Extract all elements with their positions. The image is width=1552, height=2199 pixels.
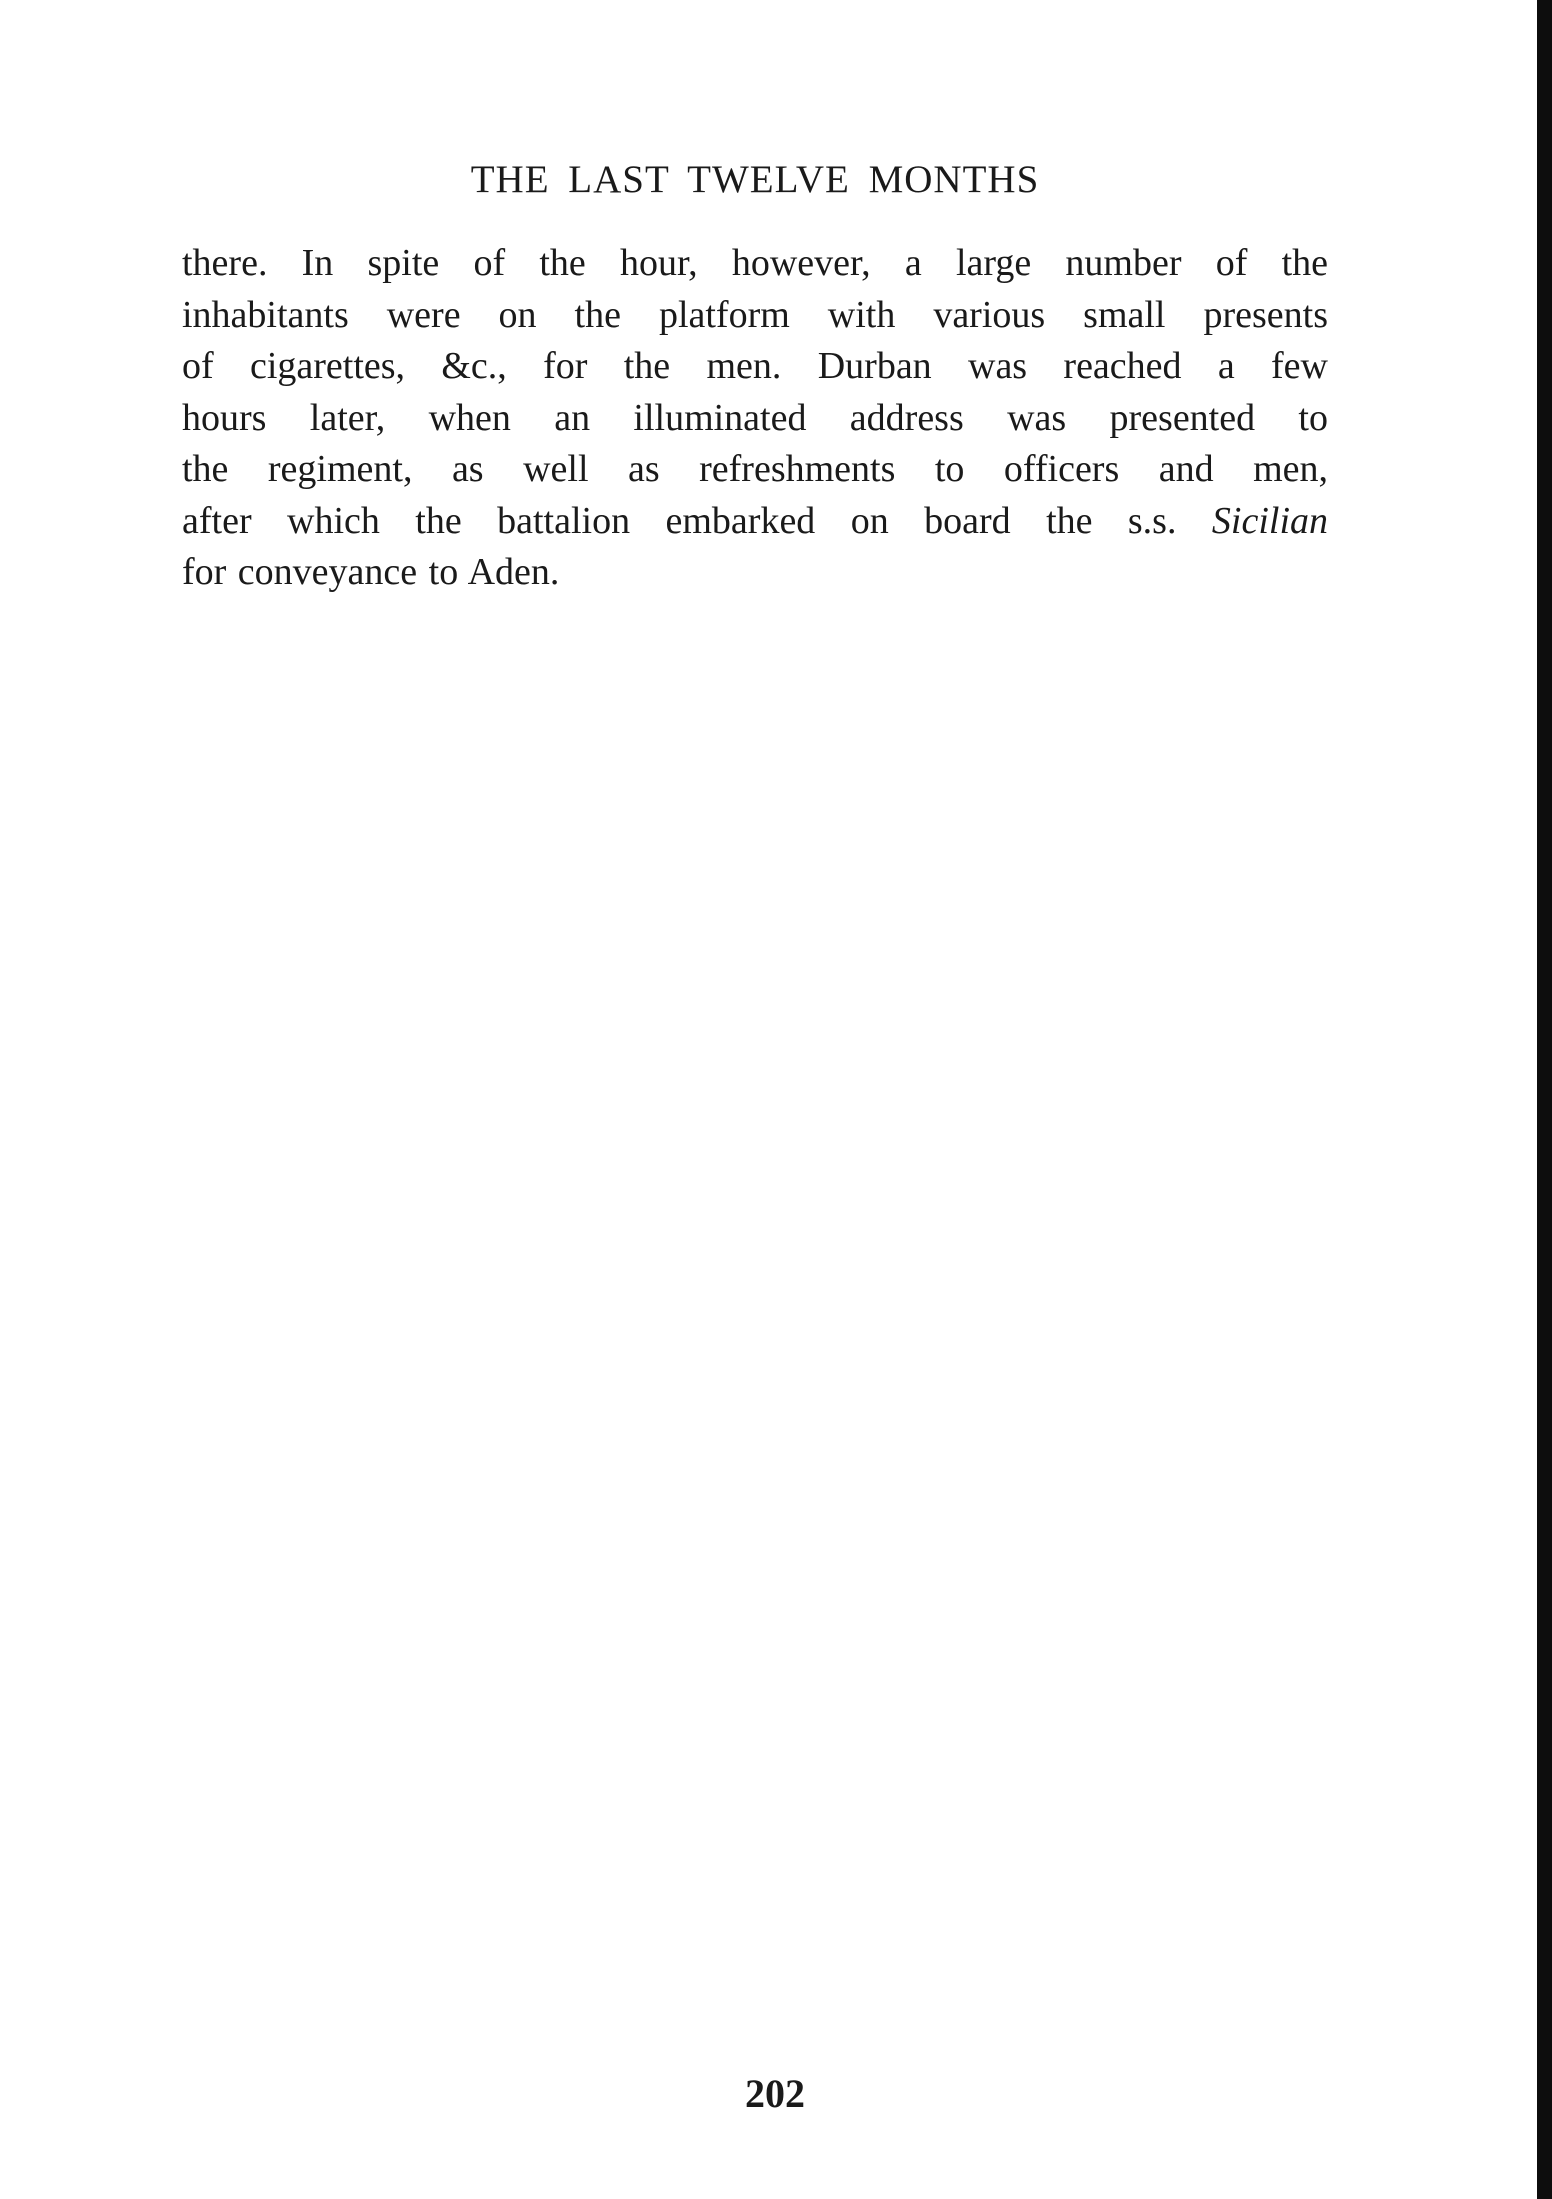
text-line: inhabitants were on the platform with various small presents xyxy=(182,293,1328,336)
page-number: 202 xyxy=(745,2071,805,2116)
text-line: hours later, when an illuminated address was presented to xyxy=(182,396,1328,439)
text-line-with-ship-name xyxy=(182,496,1328,548)
text-line: for conveyance to Aden. xyxy=(182,551,560,593)
page-edge-shadow xyxy=(1537,0,1552,2199)
text-line: there. In spite of the hour, however, a large number of the xyxy=(182,242,1328,284)
text-line-segment: after which the battalion embarked on board the s.s. xyxy=(182,499,1177,542)
ship-name: Sicilian xyxy=(1211,499,1329,542)
text-line: the regiment, as well as refreshments to officers and men, xyxy=(182,448,1328,490)
body-paragraph xyxy=(182,238,1328,599)
text-line: of cigarettes, &c., for the men. Durban was reached a few xyxy=(182,345,1328,387)
running-head: THE LAST TWELVE MONTHS xyxy=(470,158,1040,201)
